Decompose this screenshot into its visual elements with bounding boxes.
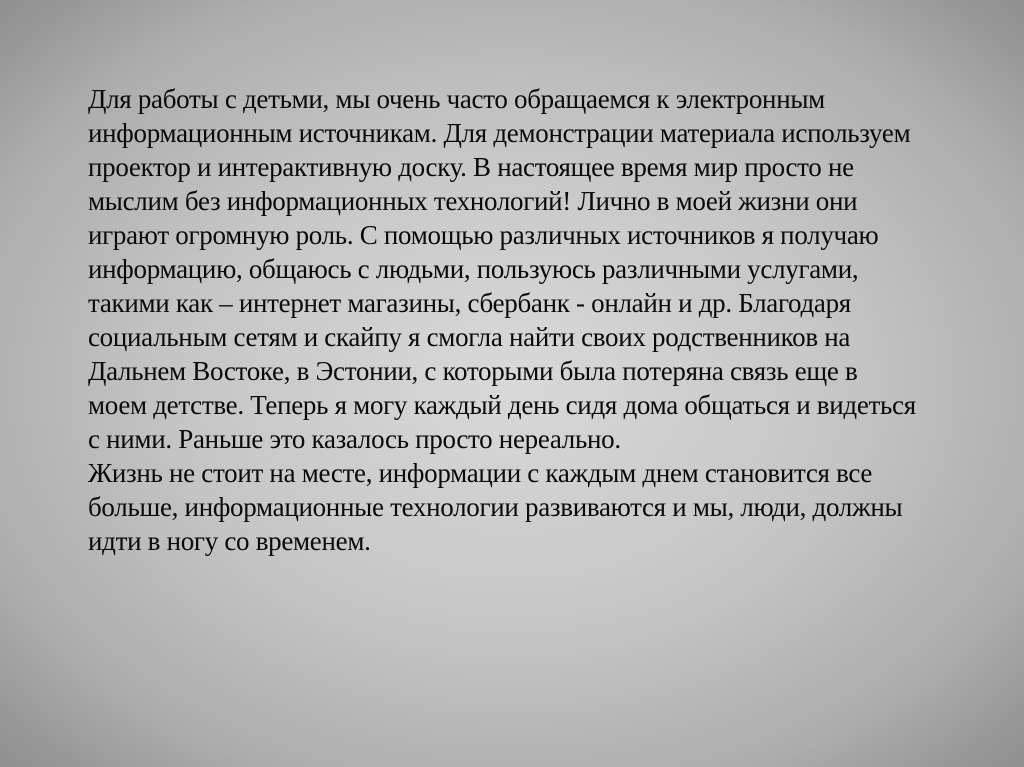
slide-text-block [88,82,922,558]
slide-paragraph-2: Жизнь не стоит на месте, информации с каждым днем становится все больше, информационные технологии развиваются и мы, люди, должны идти в ногу со временем. [88,458,903,556]
slide-paragraph-1: Для работы с детьми, мы очень часто обращаемся к электронным информационным источникам. Для демонстрации материала используем проектор и интерактивную доску. В настоящее время мир просто не мыслим без информационных технологий! Лично в моей жизни они играют огромную роль. С помощью различных источников я получаю информацию, общаюсь с людьми, пользуюсь различными услугами, такими как – интернет магазины, сбербанк - онлайн и др. Благодаря социальным сетям и скайпу я смогла найти своих родственников на Дальнем Востоке, в Эстонии, с которыми была потеряна связь еще в моем детстве. Теперь я могу каждый день сидя дома общаться и видеться с ними. Раньше это казалось просто нереально. [88,84,916,454]
